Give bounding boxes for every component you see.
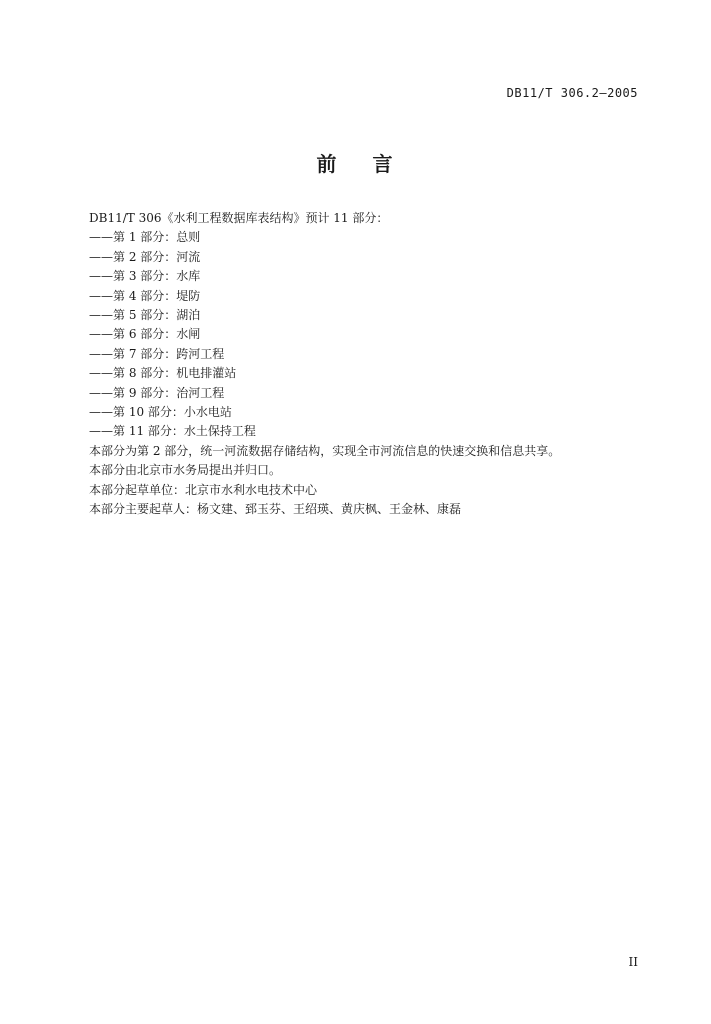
page-title	[0, 148, 711, 177]
drafting-unit-line: 本部分起草单位：北京市水利水电技术中心	[89, 482, 318, 497]
intro-line: DB11/T 306《水利工程数据库表结构》预计 11 部分：	[89, 211, 389, 225]
part-item: ——第 11 部分：水土保持工程	[89, 424, 256, 439]
standard-code: DB11/T 306.2—2005	[506, 86, 638, 100]
part-item: ——第 2 部分：河流	[89, 249, 201, 264]
proposer-line: 本部分由北京市水务局提出并归口。	[89, 463, 282, 478]
part-item: ——第 3 部分：水库	[89, 269, 201, 284]
title-char-1: 前	[316, 152, 339, 176]
statement-line: 本部分为第 2 部分，统一河流数据存储结构，实现全市河流信息的快速交换和信息共享。	[89, 443, 561, 458]
part-item: ——第 6 部分：水闸	[89, 327, 201, 342]
page-number: II	[628, 955, 638, 969]
drafters-line: 本部分主要起草人：杨文建、郅玉芬、王绍瑛、黄庆枫、王金林、康磊	[89, 502, 462, 517]
foreword-body	[89, 209, 649, 520]
part-item: ——第 10 部分：小水电站	[89, 405, 232, 420]
part-item: ——第 4 部分：堤防	[89, 288, 201, 303]
part-item: ——第 1 部分：总则	[89, 230, 201, 245]
part-item: ——第 9 部分：治河工程	[89, 385, 225, 400]
part-item: ——第 7 部分：跨河工程	[89, 346, 225, 361]
part-item: ——第 8 部分：机电排灌站	[89, 366, 237, 381]
part-item: ——第 5 部分：湖泊	[89, 308, 201, 323]
title-char-2: 言	[372, 152, 395, 176]
